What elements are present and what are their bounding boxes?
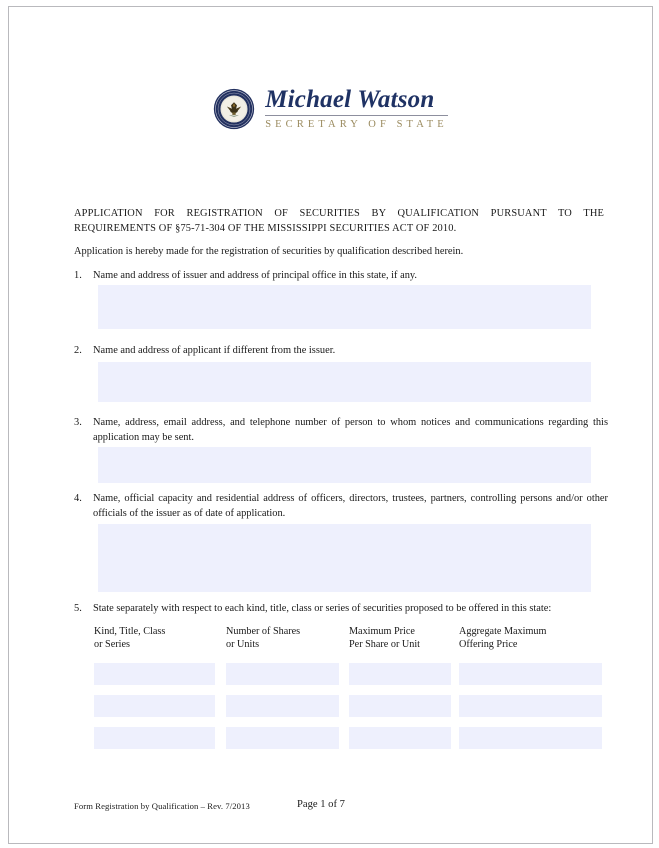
table-row-1-cell-3[interactable]: [349, 663, 451, 685]
form-title: APPLICATION FOR REGISTRATION OF SECURITIES BY QUALIFICATION PURSUANT TO THE REQUIREMENTS OF §75-71-304 OF THE MISSISSIPPI SECURITIES ACT OF 2010.: [74, 208, 604, 234]
column-header-number-of-shares: Number of Shares or Units: [226, 626, 301, 651]
column-header-maximum-price: Maximum Price Per Share or Unit: [349, 626, 421, 651]
item-1: [74, 269, 608, 284]
table-row-3-cell-2[interactable]: [226, 727, 339, 749]
item-3-input[interactable]: [98, 447, 591, 483]
item-4-label: Name, official capacity and residential address of officers, directors, trustees, partners, controlling persons and/or other officials of the issuer as of date of application.: [93, 493, 608, 519]
form-intro: Application is hereby made for the registration of securities by qualification described herein.: [74, 246, 464, 257]
document-page: [8, 6, 653, 844]
table-row-2-cell-1[interactable]: [94, 695, 215, 717]
securities-table-header: [9, 625, 652, 655]
table-row-2-cell-2[interactable]: [226, 695, 339, 717]
item-5-number: 5.: [74, 603, 82, 614]
footer-form-id: Form Registration by Qualification – Rev. 7/2013: [74, 801, 250, 811]
table-row-3-cell-4[interactable]: [459, 727, 602, 749]
secretary-name: Michael Watson: [265, 87, 448, 116]
item-5: [74, 602, 608, 617]
item-5-label: State separately with respect to each kind, title, class or series of securities proposed to be offered in this state:: [93, 603, 552, 614]
secretary-title: SECRETARY OF STATE: [265, 119, 448, 131]
table-row-1-cell-1[interactable]: [94, 663, 215, 685]
column-header-aggregate-maximum: Aggregate Maximum Offering Price: [459, 626, 547, 651]
item-4: [74, 492, 608, 522]
item-2-number: 2.: [74, 345, 82, 356]
item-3-label: Name, address, email address, and telephone number of person to whom notices and communications regarding this application may be sent.: [93, 417, 608, 443]
item-4-number: 4.: [74, 493, 82, 504]
table-row-1-cell-4[interactable]: [459, 663, 602, 685]
item-1-label: Name and address of issuer and address of principal office in this state, if any.: [93, 270, 418, 281]
item-2: [74, 344, 608, 359]
item-2-label: Name and address of applicant if different from the issuer.: [93, 345, 336, 356]
table-row-2-cell-4[interactable]: [459, 695, 602, 717]
item-1-input[interactable]: [98, 285, 591, 329]
footer-page-number: Page 1 of 7: [297, 799, 345, 810]
table-row-2-cell-3[interactable]: [349, 695, 451, 717]
item-3-number: 3.: [74, 417, 82, 428]
item-3: [74, 416, 608, 446]
column-header-kind-title-class: Kind, Title, Class or Series: [94, 626, 166, 651]
mississippi-state-seal-icon: [213, 88, 255, 130]
table-row-1-cell-2[interactable]: [226, 663, 339, 685]
item-2-input[interactable]: [98, 362, 591, 402]
letterhead: [9, 87, 652, 130]
item-1-number: 1.: [74, 270, 82, 281]
table-row-3-cell-1[interactable]: [94, 727, 215, 749]
item-4-input[interactable]: [98, 524, 591, 592]
table-row-3-cell-3[interactable]: [349, 727, 451, 749]
